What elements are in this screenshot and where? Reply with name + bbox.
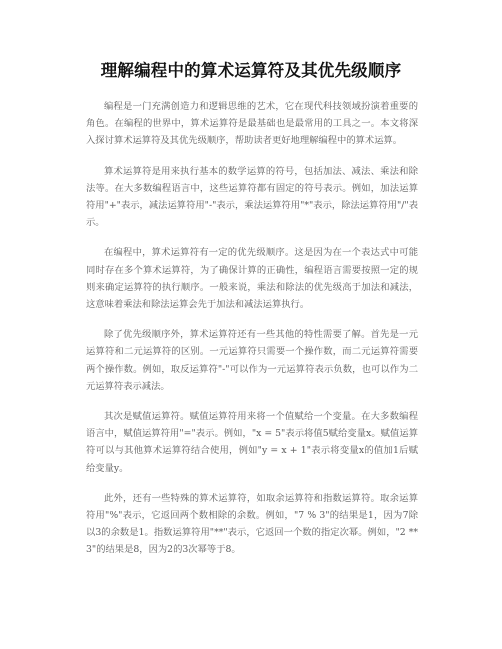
document-title: 理解编程中的算术运算符及其优先级顺序: [100, 61, 402, 80]
paragraph-precedence: 在编程中，算术运算符有一定的优先级顺序。这是因为在一个表达式中可能同时存在多个算术运算符，为了确保计算的正确性，编程语言需要按照一定的规则来确定运算符的执行顺序。一般来说，乘法和除法的优先级高于加法和减法，这意味着乘法和除法运算会先于加法和减法运算执行。: [86, 247, 418, 311]
paragraph-special-operators: 此外，还有一些特殊的算术运算符，如取余运算符和指数运算符。取余运算符用"%"表示，它返回两个数相除的余数。例如，"7 % 3"的结果是1，因为7除以3的余数是1。指数运算符用"**"表示，它返回一个数的指定次幂。例如，"2 ** 3"的结果是8，因为2的3次幂等于8。: [86, 492, 418, 556]
document-body: [86, 98, 418, 572]
paragraph-operators: 算术运算符是用来执行基本的数学运算的符号，包括加法、减法、乘法和除法等。在大多数编程语言中，这些运算符都有固定的符号表示。例如，加法运算符用"+"表示，减法运算符用"-"表示，乘法运算符用"*"表示，除法运算符用"/"表示。: [86, 165, 418, 229]
paragraph-unary-binary: 除了优先级顺序外，算术运算符还有一些其他的特性需要了解。首先是一元运算符和二元运算符的区别。一元运算符只需要一个操作数，而二元运算符需要两个操作数。例如，取反运算符"-"可以作为一元运算符表示负数，也可以作为二元运算符表示减法。: [86, 329, 418, 392]
paragraph-intro: 编程是一门充满创造力和逻辑思维的艺术，它在现代科技领域扮演着重要的角色。在编程的世界中，算术运算符是最基础也是最常用的工具之一。本文将深入探讨算术运算符及其优先级顺序，帮助读者更好地理解编程中的算术运算。: [86, 101, 418, 147]
paragraph-assignment: 其次是赋值运算符。赋值运算符用来将一个值赋给一个变量。在大多数编程语言中，赋值运算符用"="表示。例如，"x = 5"表示将值5赋给变量x。赋值运算符可以与其他算术运算符结合使用，例如"y = x + 1"表示将变量x的值加1后赋给变量y。: [86, 411, 418, 474]
